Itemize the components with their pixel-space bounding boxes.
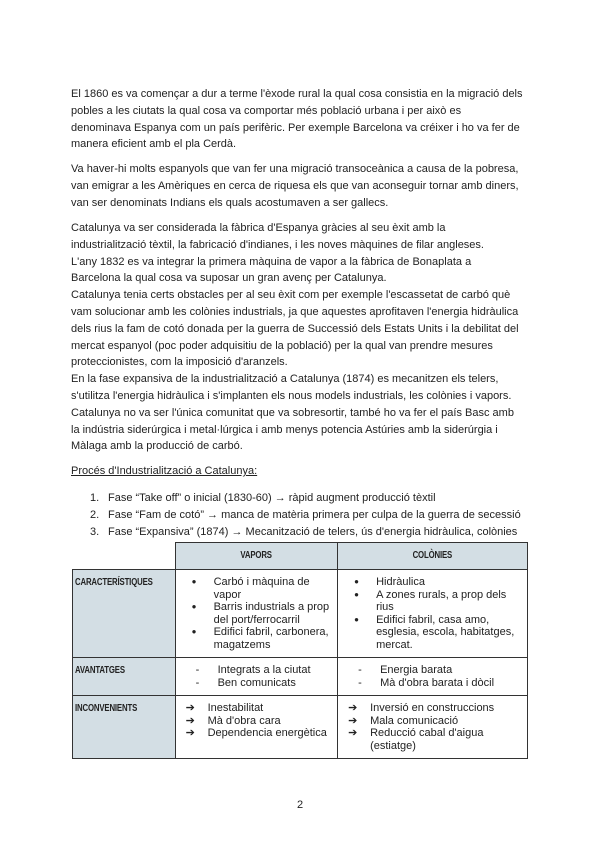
paragraph-line: denominava Espanya com un país perifèric. Per exemple Barcelona va créixer i ho va fer de: [71, 121, 520, 134]
table-row: [73, 570, 528, 658]
row-header-label: INCONVENIENTS: [75, 703, 138, 714]
cell-item-text: Edifici fabril, casa amo, esglesia, escola, habitatges, mercat.: [376, 613, 515, 651]
cell-item: [358, 664, 521, 677]
paragraph-line: Va haver-hi molts espanyols que van fer una migració transoceànica a causa de la pobresa,: [71, 163, 519, 175]
paragraph-line: Catalunya tenia certs obstacles per al seu èxit com per exemple l'escassetat de carbó què: [71, 289, 511, 302]
paragraph-line: Màlaga amb la producció de carbó.: [71, 440, 243, 453]
cell-item-text: Dependencia energètica: [207, 727, 327, 739]
cell-colonies: [338, 696, 528, 759]
list-number: 1.: [90, 492, 100, 504]
list-text: Fase “Fam de cotó” → manca de matèria primera per culpa de la guerra de secessió: [108, 509, 521, 521]
cell-item-text: A zones rurals, a prop dels rius: [376, 588, 507, 613]
paragraph-line: L'any 1832 es va integrar la primera màquina de vapor a la fàbrica de Bonaplata a: [71, 255, 472, 268]
row-header: [73, 570, 176, 658]
column-header: [338, 543, 528, 570]
cell-colonies: [338, 570, 528, 658]
section-heading: Procés d'Industrialització a Catalunya:: [71, 465, 258, 477]
row-header: [73, 658, 176, 696]
row-header-label: AVANTATGES: [75, 665, 125, 676]
paragraph-line: industrialització tèxtil, la fabricació d'indianes, i les noves màquines de filar angleses.: [71, 238, 484, 251]
cell-item-text: Inestabilitat: [207, 702, 264, 714]
cell-item-text: Reducció cabal d'aigua (estiatge): [370, 727, 484, 752]
cell-item-text: Mà d'obra cara: [207, 714, 281, 727]
paragraph-line: dels rius la fam de cotó donada per la guerra de Successió dels Estats Units i la debilitat del: [71, 322, 519, 335]
paragraph-line: Catalunya va ser considerada la fàbrica d'Espanya gràcies al seu èxit amb la: [71, 222, 446, 234]
cell-item: [186, 702, 331, 715]
list-text: Fase “Take off” o inicial (1830-60) → ràpid augment producció tèxtil: [108, 492, 436, 504]
cell-item-text: Energia barata: [380, 664, 453, 676]
cell-item: [354, 589, 521, 614]
cell-item: [192, 626, 331, 651]
bullet-icon: -: [195, 664, 200, 676]
cell-item: [354, 576, 521, 589]
row-header: [73, 696, 176, 759]
cell-item-text: Edifici fabril, carbonera, magatzems: [213, 626, 329, 651]
cell-vapors: [175, 570, 337, 658]
cell-item-text: Mà d'obra barata i dòcil: [380, 676, 495, 689]
cell-item: [348, 702, 521, 715]
cell-item-text: Barris industrials a prop del port/ferrocarril: [213, 601, 330, 626]
cell-item: [186, 727, 331, 740]
paragraph-line: s'utilitza l'energia hidràulica i s'implanten els nous models industrials, les colònies i vapors.: [71, 390, 512, 402]
cell-item-text: Integrats a la ciutat: [217, 664, 311, 676]
bullet-icon: ●: [354, 577, 359, 586]
list-item: [90, 525, 517, 539]
paragraph-line: pobles a les ciutats la qual cosa va comportar més població urbana i per això es: [71, 104, 462, 117]
cell-item: [196, 677, 331, 690]
paragraph-line: El 1860 es va començar a dur a terme l'èxode rural la qual cosa consistia en la migració dels: [71, 88, 523, 100]
cell-item: [192, 601, 331, 626]
table-corner: [73, 543, 176, 570]
paragraph-line: van emigrar a les Amèriques en cerca de riquesa els que van aconseguir tornar amb diners,: [71, 179, 519, 192]
paragraph-line: van ser denominats Indians els quals acostumaven a ser gallecs.: [71, 196, 389, 209]
cell-item: [196, 664, 331, 677]
table-row: [73, 658, 528, 696]
list-number: 2.: [90, 509, 100, 521]
cell-item: [354, 614, 521, 652]
paragraph-line: Catalunya no va ser l'única comunitat que va sobresortir, també ho va fer el país Basc amb: [71, 406, 514, 419]
cell-vapors: [175, 696, 337, 759]
paragraph-line: Barcelona la qual cosa va suposar un gran avenç per Catalunya.: [71, 272, 387, 285]
list-item: [90, 508, 521, 522]
cell-item-text: Inversió en construccions: [370, 702, 495, 714]
cell-item: [348, 727, 521, 752]
column-header-label: VAPORS: [240, 549, 273, 561]
cell-item: [358, 677, 521, 690]
paragraph-line: vam solucionar amb les colònies industrials, ja que aquestes aprofitaven l'energia hidràulica: [71, 306, 519, 318]
bullet-icon: ●: [191, 627, 197, 636]
bullet-icon: -: [358, 664, 362, 676]
bullet-icon: ➔: [185, 702, 195, 714]
paragraph-line: En la fase expansiva de la industrialització a Catalunya (1874) es mecanitzen els telers,: [71, 373, 499, 386]
bullet-icon: ➔: [185, 714, 195, 727]
paragraph-line: mercat espanyol (poc poder adquisitiu de la població) per la qual van prendre mesures: [71, 339, 493, 352]
bullet-icon: ➔: [348, 727, 358, 739]
list-item: [90, 491, 436, 505]
list-text: Fase “Expansiva” (1874) → Mecanització de telers, ús d'energia hidràulica, colònies: [108, 526, 518, 538]
bullet-icon: ●: [354, 589, 359, 599]
cell-item-text: Mala comunicació: [370, 714, 459, 727]
cell-item: [192, 576, 331, 601]
page-number: 2: [296, 799, 304, 811]
bullet-icon: -: [358, 676, 362, 689]
paragraph-line: manera eficient amb el pla Cerdà.: [71, 138, 237, 151]
paragraph-line: la indústria siderúrgica i metal·lúrgica i amb menys potencia Astúries amb la siderúrgia i: [71, 423, 498, 436]
paragraph-line: proteccionistes, com la imposició d'aranzels.: [71, 356, 288, 369]
bullet-icon: ●: [191, 577, 197, 586]
cell-item-text: Carbó i màquina de vapor: [213, 576, 310, 601]
table-header-row: [73, 543, 528, 570]
column-header-label: COLÒNIES: [412, 549, 453, 561]
bullet-icon: ➔: [348, 714, 358, 727]
bullet-icon: ●: [191, 602, 197, 611]
bullet-icon: ●: [354, 614, 359, 624]
bullet-icon: ➔: [348, 702, 358, 714]
column-header: [175, 543, 337, 570]
bullet-icon: -: [195, 676, 200, 689]
comparison-table: [72, 542, 528, 759]
cell-item-text: Hidràulica: [376, 576, 425, 588]
cell-colonies: [338, 658, 528, 696]
table-row: [73, 696, 528, 759]
row-header-label: CARACTERÍSTIQUES: [75, 577, 153, 588]
cell-item: [186, 715, 331, 728]
cell-item: [348, 715, 521, 728]
list-number: 3.: [90, 526, 100, 538]
bullet-icon: ➔: [185, 727, 195, 739]
cell-vapors: [175, 658, 337, 696]
cell-item-text: Ben comunicats: [217, 676, 296, 689]
